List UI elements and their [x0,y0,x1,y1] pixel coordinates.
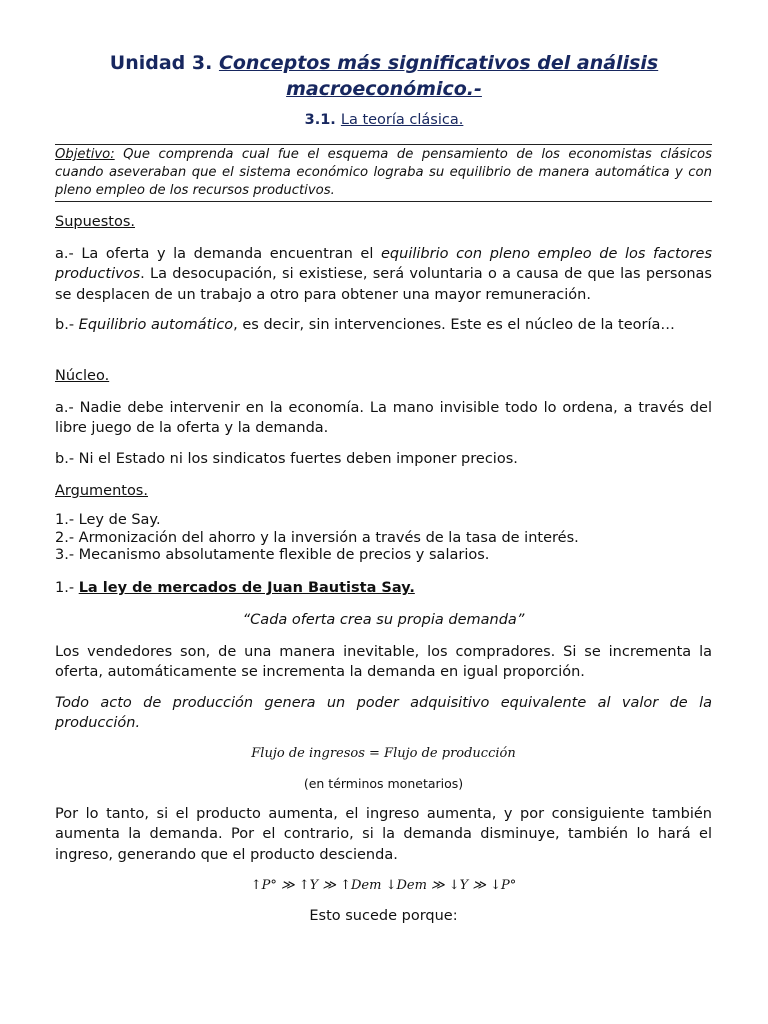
argumentos-item: 3.- Mecanismo absolutamente flexible de precios y salarios. [55,547,490,563]
argumentos-item: 2.- Armonización del ahorro y la inversión a través de la tasa de interés. [55,529,579,546]
unit-title-prefix: Unidad 3. [109,52,219,74]
unit-title-main: Conceptos más significativos del análisis macroeconómico.- [218,52,659,100]
section-title [55,110,713,130]
objective-text: Que comprenda cual fue el esquema de pensamiento de los economistas clásicos cuando aseveraban que el sistema económico lograba su equilibrio de manera automática y con pleno empleo de los recursos productivos. [55,147,712,198]
say-paragraph-2: Todo acto de producción genera un poder adquisitivo equivalente al valor de la producción. [55,695,712,732]
nucleo-a: a.- Nadie debe intervenir en la economía. La mano invisible todo lo ordena, a través del libre juego de la oferta y la demanda. [55,400,712,437]
formula-income-production: Flujo de ingresos = Flujo de producción [251,746,516,761]
argumentos-list [55,512,712,565]
objective-box [55,144,712,202]
nucleo-heading: Núcleo. [55,368,110,384]
supuestos-a-prefix: a.- La oferta y la demanda encuentran el [55,246,381,262]
formula-note: (en términos monetarios) [303,776,464,791]
nucleo-b: b.- Ni el Estado ni los sindicatos fuertes deben imponer precios. [55,451,518,467]
formula-chain: ↑P° ≫ ↑Y ≫ ↑Dem ↓Dem ≫ ↓Y ≫ ↓P° [250,878,517,893]
unit-title [55,50,713,102]
say-quote: “Cada oferta crea su propia demanda” [242,612,525,628]
supuestos-b [55,315,712,335]
supuestos-a-italic: equilibrio con pleno empleo de los factores productivos [55,246,712,283]
say-paragraph-1: Los vendedores son, de una manera inevitable, los compradores. Si se incrementa la oferta, automáticamente se incrementa la demanda en igual proporción. [55,644,712,681]
say-prefix: 1.- [55,580,79,596]
supuestos-b-italic: Equilibrio automático [78,317,234,333]
argumentos-heading: Argumentos. [55,483,148,499]
supuestos-heading: Supuestos. [55,214,135,230]
supuestos-a [55,244,712,305]
section-title-text: La teoría clásica. [340,112,464,128]
supuestos-b-rest: , es decir, sin intervenciones. Este es el núcleo de la teoría… [233,317,675,333]
closing-line: Esto sucede porque: [309,908,458,924]
section-number: 3.1. [304,112,341,128]
say-heading-line [55,578,712,598]
say-heading: La ley de mercados de Juan Bautista Say. [78,580,415,596]
supuestos-a-rest: . La desocupación, si existiese, será voluntaria o a causa de que las personas se desplacen de un trabajo a otro para obtener una mayor remuneración. [55,266,712,303]
supuestos-b-prefix: b.- [55,317,79,333]
objective-label: Objetivo: [55,147,115,162]
argumentos-item: 1.- Ley de Say. [55,512,161,528]
say-paragraph-3: Por lo tanto, si el producto aumenta, el ingreso aumenta, y por consiguiente también aumenta la demanda. Por el contrario, si la demanda disminuye, también lo hará el ingreso, generando que el producto descienda. [55,806,712,863]
